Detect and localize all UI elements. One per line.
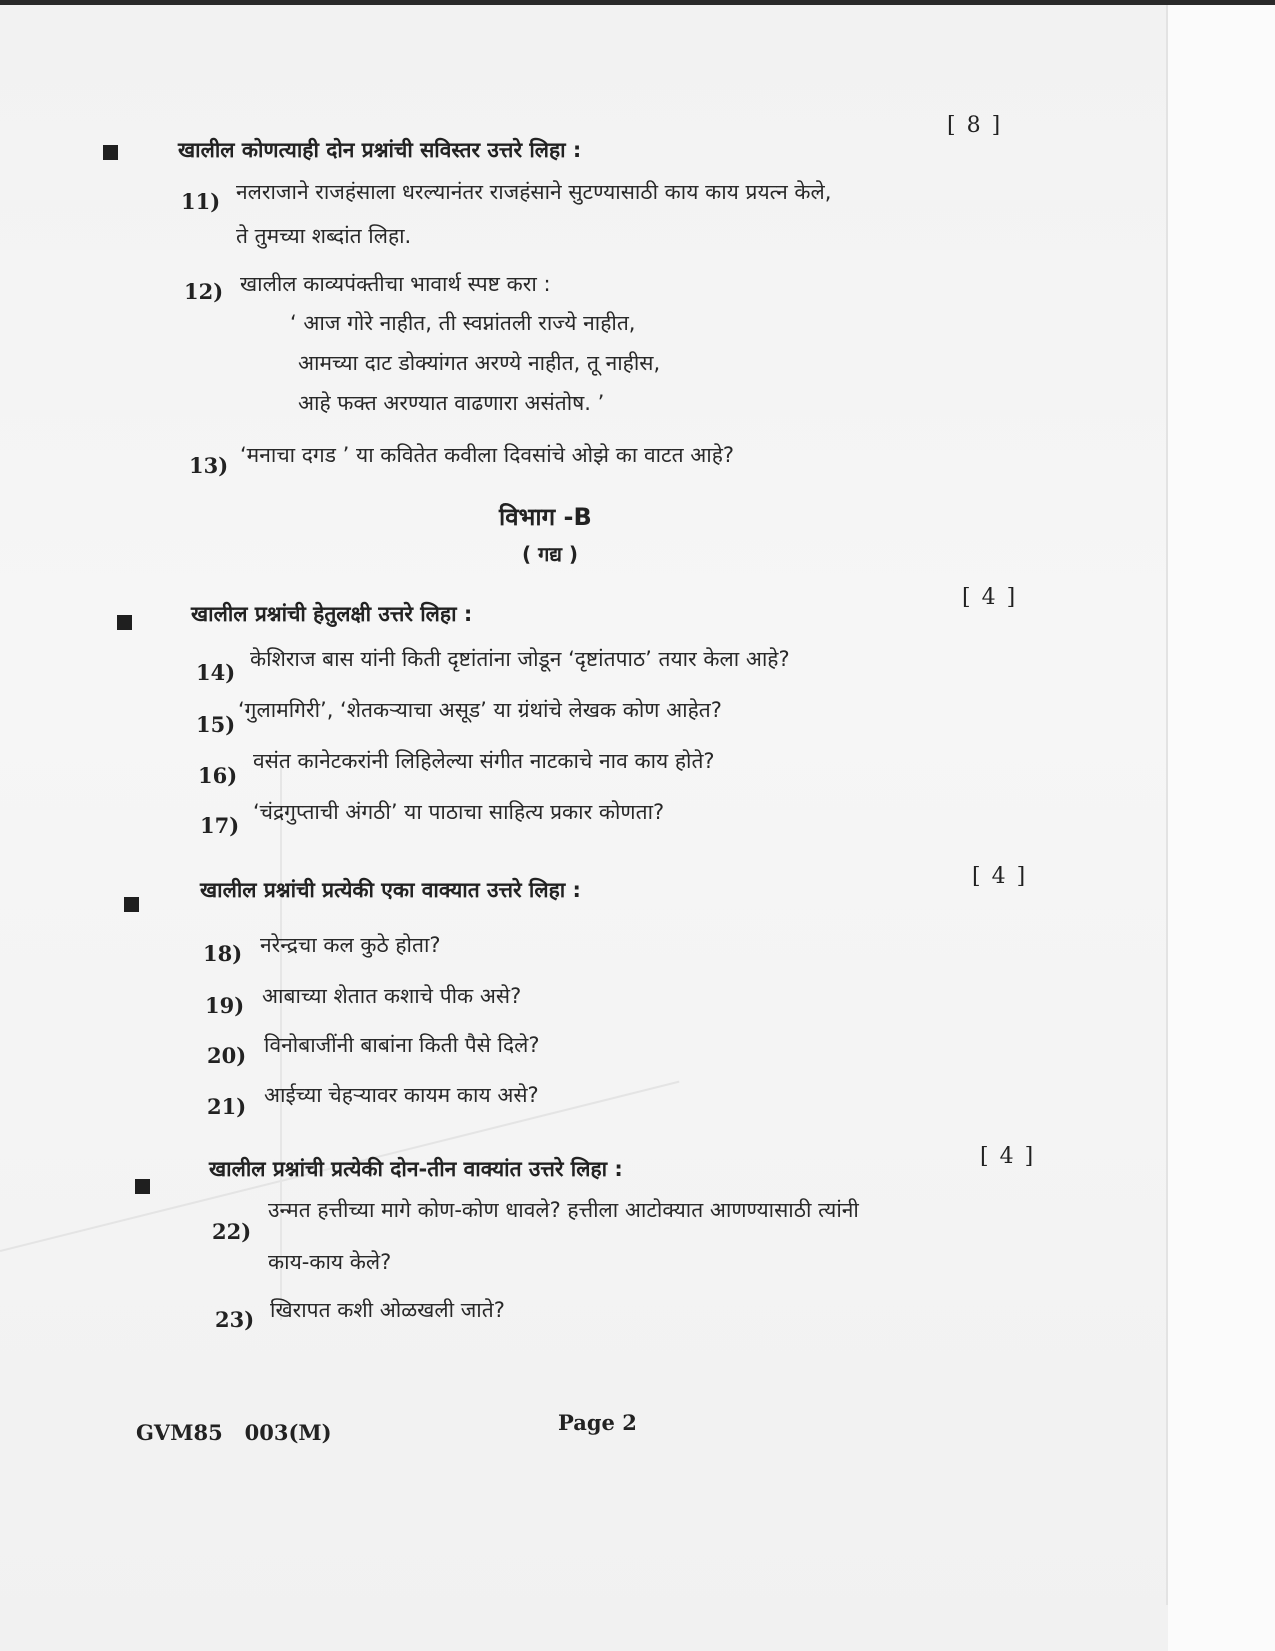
question-number: 11) xyxy=(181,189,221,214)
question-text: ते तुमच्या शब्दांत लिहा. xyxy=(236,224,412,248)
section-bullet-icon xyxy=(135,1179,150,1194)
question-number: 13) xyxy=(189,453,229,478)
question-text: ‘चंद्रगुप्ताची अंगठी’ या पाठाचा साहित्य प्रकार कोणता? xyxy=(253,800,665,824)
scan-top-border xyxy=(0,0,1275,5)
question-text: वसंत कानेटकरांनी लिहिलेल्या संगीत नाटकाचे नाव काय होते? xyxy=(253,749,715,773)
section-marks: [ 4 ] xyxy=(980,1144,1036,1169)
question-number: 15) xyxy=(196,712,236,737)
question-text: उन्मत हत्तीच्या मागे कोण-कोण धावले? हत्तीला आटोक्यात आणण्यासाठी त्यांनी xyxy=(268,1198,859,1222)
question-number: 20) xyxy=(207,1043,247,1068)
question-text: केशिराज बास यांनी किती दृष्टांतांना जोडून ‘दृष्टांतपाठ’ तयार केला आहे? xyxy=(250,647,790,671)
question-text: नलराजाने राजहंसाला धरल्यानंतर राजहंसाने सुटण्यासाठी काय काय प्रयत्न केले, xyxy=(236,180,832,204)
question-text: ‘गुलामगिरी’, ‘शेतकऱ्याचा असूड’ या ग्रंथांचे लेखक कोण आहेत? xyxy=(238,698,722,722)
question-text: नरेन्द्रचा कल कुठे होता? xyxy=(260,933,441,957)
poem-line: आमच्या दाट डोक्यांगत अरण्ये नाहीत, तू नाहीस, xyxy=(298,351,661,375)
section-heading: खालील कोणत्याही दोन प्रश्नांची सविस्तर उत्तरे लिहा : xyxy=(178,138,582,162)
question-number: 23) xyxy=(215,1307,255,1332)
section-bullet-icon xyxy=(117,615,132,630)
division-subtitle: ( गद्य ) xyxy=(522,542,579,566)
poem-line: आहे फक्त अरण्यात वाढणारा असंतोष. ’ xyxy=(298,391,605,415)
question-text: खालील काव्यपंक्तीचा भावार्थ स्पष्ट करा : xyxy=(240,272,551,296)
section-bullet-icon xyxy=(124,897,139,912)
section-bullet-icon xyxy=(103,145,118,160)
section-heading: खालील प्रश्नांची प्रत्येकी दोन-तीन वाक्यांत उत्तरे लिहा : xyxy=(209,1157,623,1181)
question-number: 14) xyxy=(196,660,236,685)
poem-line: ‘ आज गोरे नाहीत, ती स्वप्नांतली राज्ये नाहीत, xyxy=(290,311,636,335)
section-marks: [ 4 ] xyxy=(962,585,1018,610)
question-number: 16) xyxy=(198,763,238,788)
question-number: 18) xyxy=(203,941,243,966)
question-number: 12) xyxy=(184,279,224,304)
question-text: विनोबाजींनी बाबांना किती पैसे दिले? xyxy=(264,1033,540,1057)
question-text: ‘मनाचा दगड ’ या कवितेत कवीला दिवसांचे ओझे का वाटत आहे? xyxy=(240,443,735,467)
page-number: Page 2 xyxy=(558,1410,637,1435)
section-marks: [ 4 ] xyxy=(972,864,1028,889)
question-text: खिरापत कशी ओळखली जाते? xyxy=(270,1298,505,1322)
question-number: 19) xyxy=(205,993,245,1018)
section-heading: खालील प्रश्नांची हेतुलक्षी उत्तरे लिहा : xyxy=(191,602,473,626)
question-text: काय-काय केले? xyxy=(268,1250,392,1274)
division-title: विभाग -B xyxy=(499,503,592,531)
section-heading: खालील प्रश्नांची प्रत्येकी एका वाक्यात उत्तरे लिहा : xyxy=(200,878,581,902)
paper-code: GVM85 003(M) xyxy=(136,1420,332,1445)
question-number: 21) xyxy=(207,1094,247,1119)
section-marks: [ 8 ] xyxy=(947,113,1003,138)
question-text: आईच्या चेहऱ्यावर कायम काय असे? xyxy=(264,1083,539,1107)
question-number: 17) xyxy=(200,813,240,838)
question-text: आबाच्या शेतात कशाचे पीक असे? xyxy=(262,984,522,1008)
scan-margin xyxy=(1168,5,1275,1651)
question-number: 22) xyxy=(212,1219,252,1244)
